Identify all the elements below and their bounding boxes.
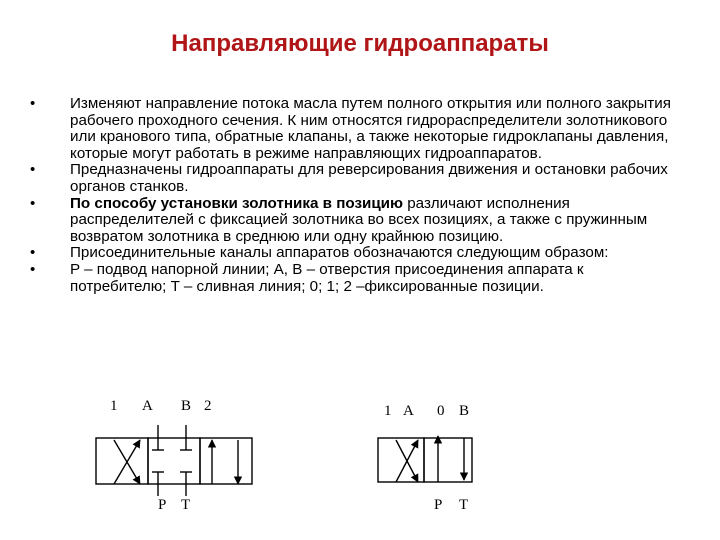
bullet-text: Присоединительные каналы аппаратов обозначаются следующим образом:: [70, 244, 609, 262]
label-port-p: P: [434, 497, 443, 513]
label-position-0: 0: [437, 403, 445, 419]
bullet-bold-text: По способу установки золотника в позицию: [70, 194, 403, 212]
bullet-item: [30, 194, 676, 246]
valve-position-2-box: [200, 438, 252, 484]
label-port-t: T: [181, 497, 191, 513]
valve-position-0-box: [424, 438, 472, 482]
label-port-b: B: [459, 403, 470, 419]
valve-position-1-box: [96, 438, 148, 484]
bullet-text: Изменяют направление потока масла путем полного открытия или полного закрытия рабочего проходного сечения. К ним относятся гидрораспределители золотникового или кранового типа, обратные клапаны, а также некоторые гидроклапаны давления, которые могут работать в режиме направляющих гидроаппаратов.: [70, 95, 671, 162]
valve-symbols-diagram: [0, 385, 720, 540]
bullet-marker: •: [30, 95, 36, 112]
bullet-marker: •: [30, 260, 36, 278]
slide-title: Направляющие гидроаппараты: [171, 30, 549, 57]
bullet-text: P – подвод напорной линии; A, B – отверстия присоединения аппарата к потребителю; T – сливная линия; 0; 1; 2 –фиксированные позиции.: [70, 260, 584, 295]
label-position-1: 1: [384, 403, 392, 419]
bullet-item: [30, 244, 676, 262]
bullet-marker: •: [30, 161, 36, 179]
bullet-list: [30, 95, 676, 295]
three-position-valve-symbol: [96, 425, 252, 496]
label-port-t: T: [459, 497, 469, 513]
bullet-item: [30, 95, 676, 162]
label-position-1: 1: [110, 398, 118, 414]
label-port-p: P: [158, 497, 167, 513]
bullet-marker: •: [30, 244, 36, 262]
label-port-a: A: [403, 403, 414, 419]
bullet-item: [30, 161, 676, 195]
bullet-marker: •: [30, 194, 36, 212]
valve-position-0-box: [148, 438, 200, 484]
label-port-b: B: [181, 398, 192, 414]
label-position-2: 2: [204, 398, 212, 414]
two-position-valve-symbol: [378, 436, 472, 482]
valve-position-1-box: [378, 438, 424, 482]
label-port-a: A: [142, 398, 153, 414]
bullet-text: различают исполнения распределителей с фиксацией золотника во всех позициях, а также с пружинным возвратом золотника в среднюю или одну крайнюю позицию.: [70, 194, 648, 245]
bullet-text: Предназначены гидроаппараты для реверсирования движения и остановки рабочих органов станков.: [70, 161, 668, 195]
bullet-item: [30, 260, 676, 295]
